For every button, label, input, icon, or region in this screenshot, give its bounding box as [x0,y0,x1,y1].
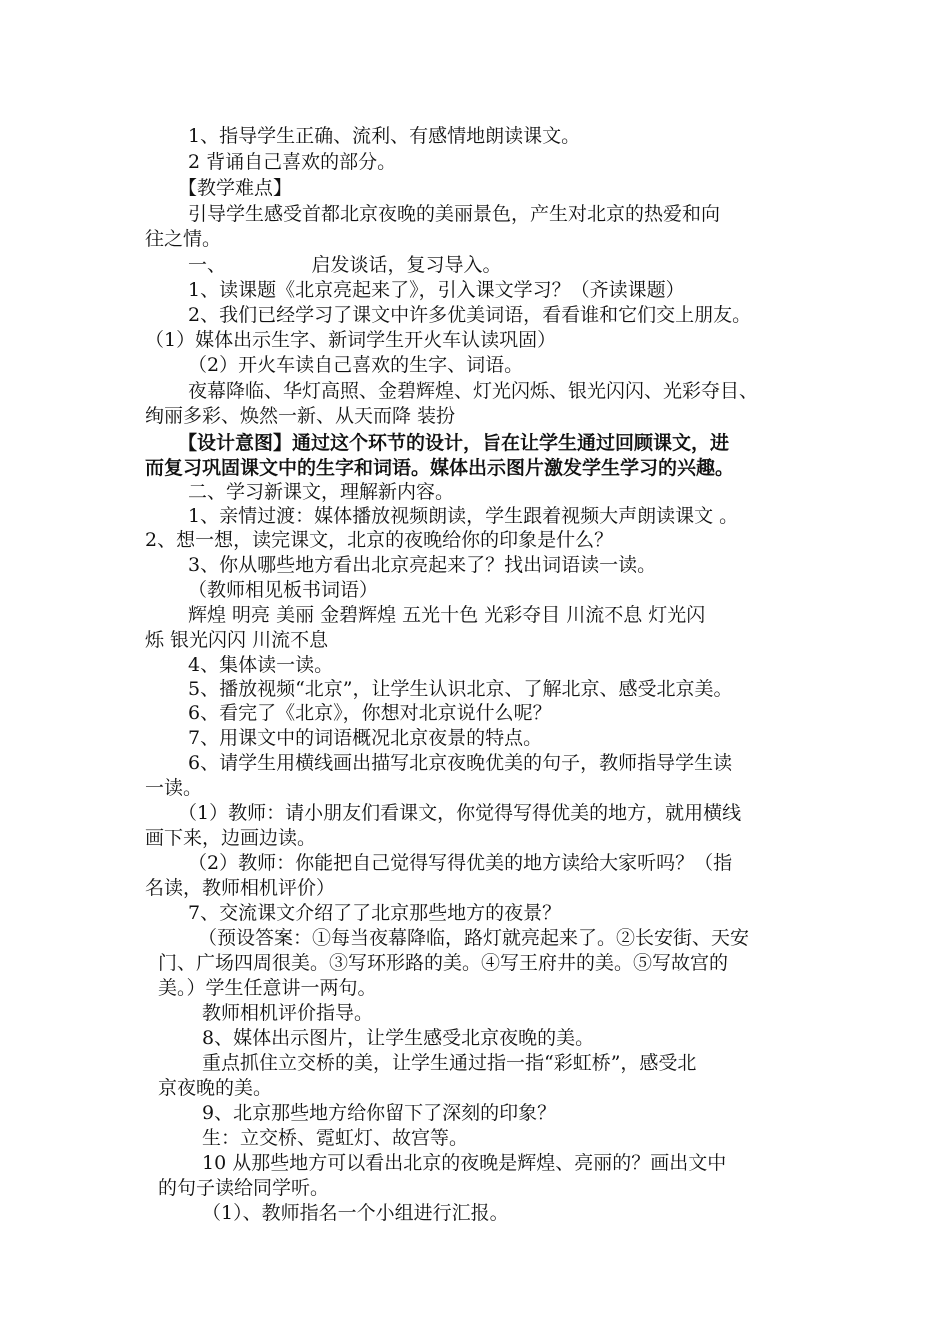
objective-line-1: 1、指导学生正确、流利、有感情地朗读课文。 [188,125,581,147]
step-two-item-5: 5、播放视频“北京”，让学生认识北京、了解北京、感受北京美。 [188,678,733,700]
step-two-heading: 二、学习新课文，理解新内容。 [188,481,455,503]
step-two-item-9: 9、北京那些地方给你留下了深刻的印象？ [202,1102,557,1124]
step-two-item-4: 4、集体读一读。 [188,654,334,676]
step-two-item-7: 7、用课文中的词语概况北京夜景的特点。 [188,727,543,749]
step-two-item-10-line-2: 的句子读给同学听。 [158,1177,330,1199]
preset-answer-line-1: （预设答案：①每当夜幕降临，路灯就亮起来了。②长安街、天安 [198,927,750,949]
design-intent-line-2: 而复习巩固课文中的生字和词语。媒体出示图片激发学生学习的兴趣。 [145,457,735,479]
teacher-prompt-1-line-2: 画下来，边画边读。 [145,827,317,849]
student-answer: 生：立交桥、霓虹灯、故宫等。 [202,1127,469,1149]
step-one-item-2: 2、我们已经学习了课文中许多优美词语，看看谁和它们交上朋友。 [188,304,752,326]
vocabulary-line-2: 绚丽多彩、焕然一新、从天而降 装扮 [145,405,456,427]
group-report: （1）、教师指名一个小组进行汇报。 [202,1202,509,1224]
objective-line-2: 2 背诵自己喜欢的部分。 [188,151,397,173]
underline-task-line-2: 一读。 [145,777,203,799]
step-one-subitem-2: （2）开火车读自己喜欢的生字、词语。 [188,354,524,376]
teacher-evaluation: 教师相机评价指导。 [202,1002,374,1024]
discussion-question: 7、交流课文介绍了了北京那些地方的夜景？ [188,902,562,924]
step-two-item-8: 8、媒体出示图片，让学生感受北京夜晚的美。 [202,1027,595,1049]
focus-note-line-2: 京夜晚的美。 [158,1077,273,1099]
teacher-prompt-2-line-2: 名读，教师相机评价） [145,877,336,899]
preset-answer-line-3: 美。）学生任意讲一两句。 [158,977,377,999]
step-one-subitem-1: （1）媒体出示生字、新词学生开火车认读巩固） [145,329,557,351]
blackboard-note: （教师相见板书词语） [188,579,379,601]
step-two-item-6: 6、看完了《北京》，你想对北京说什么呢？ [188,702,552,724]
vocabulary-line-1: 夜幕降临、华灯高照、金碧辉煌、灯光闪烁、银光闪闪、光彩夺目、 [188,380,759,402]
design-intent-line-1: 【设计意图】通过这个环节的设计，旨在让学生通过回顾课文，进 [178,432,730,454]
step-two-item-2: 2、想一想，读完课文，北京的夜晚给你的印象是什么？ [145,529,614,551]
underline-task-line-1: 6、请学生用横线画出描写北京夜晚优美的句子，教师指导学生读 [188,752,733,774]
difficulty-text-line-1: 引导学生感受首都北京夜晚的美丽景色，产生对北京的热爱和向 [188,203,721,225]
step-two-item-10-line-1: 10 从那些地方可以看出北京的夜晚是辉煌、亮丽的？画出文中 [202,1152,727,1174]
section-heading-difficulty: 【教学难点】 [178,177,293,199]
step-two-item-3: 3、你从哪些地方看出北京亮起来了？找出词语读一读。 [188,554,657,576]
step-one-item-1: 1、读课题《北京亮起来了》，引入课文学习？（齐读课题） [188,279,685,301]
blackboard-words-line-2: 烁 银光闪闪 川流不息 [145,629,329,651]
preset-answer-line-2: 门、广场四周很美。③写环形路的美。④写王府井的美。⑤写故宫的 [158,952,729,974]
blackboard-words-line-1: 辉煌 明亮 美丽 金碧辉煌 五光十色 光彩夺目 川流不息 灯光闪 [188,604,706,626]
step-one-heading: 一、 启发谈话，复习导入。 [188,254,502,276]
difficulty-text-line-2: 往之情。 [145,228,222,250]
teacher-prompt-2-line-1: （2）教师：你能把自己觉得写得优美的地方读给大家听吗？（指 [188,852,733,874]
step-two-item-1: 1、亲情过渡：媒体播放视频朗读，学生跟着视频大声朗读课文 。 [188,505,739,527]
teacher-prompt-1-line-1: （1）教师：请小朋友们看课文，你觉得写得优美的地方，就用横线 [178,802,742,824]
focus-note-line-1: 重点抓住立交桥的美，让学生通过指一指“彩虹桥”，感受北 [202,1052,697,1074]
